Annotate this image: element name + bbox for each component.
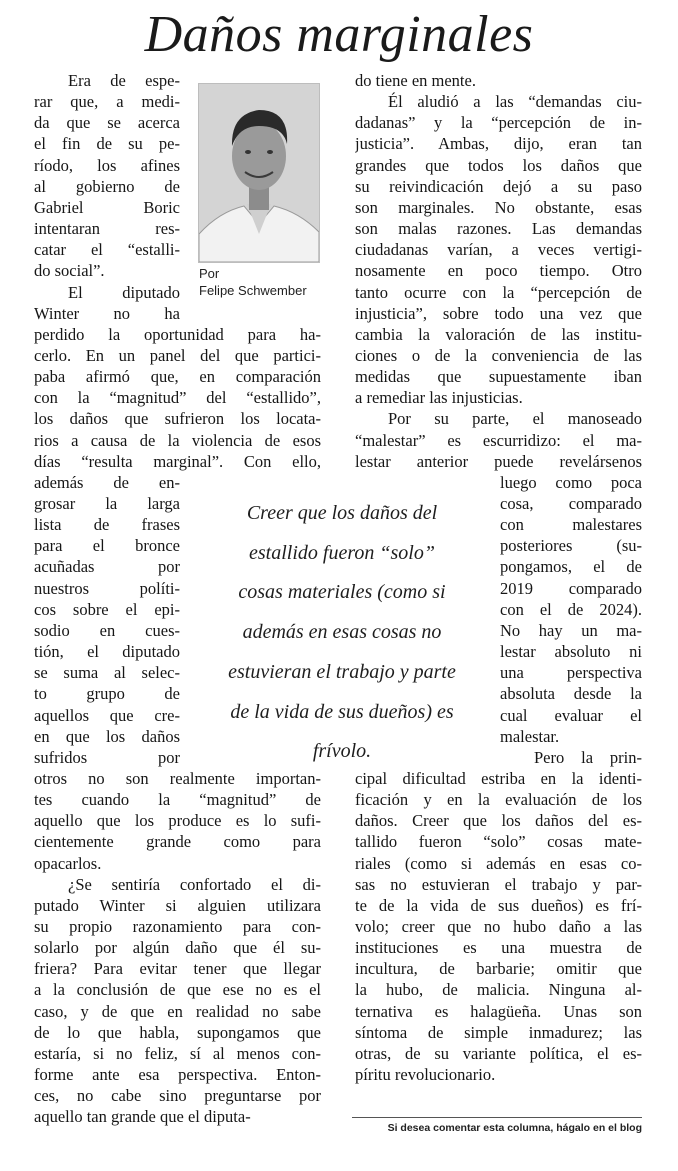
text-line: El diputado [68, 282, 180, 302]
text-line: cual evaluar el [500, 705, 642, 725]
text-line: para el bronce [34, 536, 180, 556]
text-line: cerlo. En un panel del que partici- [34, 345, 321, 365]
text-line: aquello que los produce es lo sufi- [34, 811, 321, 831]
text-line: al gobierno de [34, 176, 180, 196]
text-line: se suma al selec- [34, 663, 180, 683]
text-line: a la conclusión de que ese no es el [34, 980, 321, 1000]
text-line: Por su parte, el manoseado [388, 409, 642, 429]
footer-divider [352, 1117, 642, 1118]
text-line: ternativa es halagüeña. Unas son [355, 1001, 642, 1021]
text-line: perdido la oportunidad para ha- [34, 324, 321, 344]
text-line: pongamos, el de [500, 557, 642, 577]
text-line: son malas razones. Las demandas [355, 219, 642, 239]
text-line: solarlo por algún daño que él su- [34, 938, 321, 958]
text-line: “malestar” es escurridizo: el ma- [355, 430, 642, 450]
text-line: además de en- [34, 472, 180, 492]
text-line: cos sobre el epi- [34, 599, 180, 619]
text-line: cientemente grande como para [34, 832, 321, 852]
text-line: ces, no cabe sino preguntarse por [34, 1086, 321, 1106]
text-line: estaría, si no feliz, sí al menos con- [34, 1043, 321, 1063]
text-line: ciudadanas varían, a veces vertigi- [355, 240, 642, 260]
text-line: No hay un ma- [500, 620, 642, 640]
byline-author: Felipe Schwember [199, 283, 307, 298]
text-line: paba afirmó que, en comparación [34, 367, 321, 387]
text-line: nosamente en poco tiempo. Otro [355, 261, 642, 281]
text-line: otras, de su variante política, el es- [355, 1043, 642, 1063]
text-line: Él aludió a las “demandas ciu- [388, 92, 642, 112]
text-line: putado Winter si alguien utilizara [34, 895, 321, 915]
text-line: ríodo, los afines [34, 155, 180, 175]
text-line: opacarlos. [34, 853, 102, 873]
text-line: rios a causa de la violencia de esos [34, 430, 321, 450]
text-line: instituciones es una muestra de [355, 938, 642, 958]
text-line: catar el “estalli- [34, 240, 180, 260]
text-line: 2019 comparado [500, 578, 642, 598]
text-line: otros no son realmente importan- [34, 768, 321, 788]
text-line: caso, y de que en realidad no sabe [34, 1001, 321, 1021]
text-line: medidas que supuestamente iban [355, 367, 642, 387]
text-line: tión, el diputado [34, 642, 180, 662]
text-line: cambia la valoración de las institu- [355, 324, 642, 344]
text-line: lestar absoluto ni [500, 642, 642, 662]
text-line: en que los daños [34, 726, 180, 746]
text-line: con la “magnitud” del “estallido”, [34, 388, 321, 408]
text-line: luego como poca [500, 472, 642, 492]
text-line: posteriores (su- [500, 536, 642, 556]
text-line: Gabriel Boric [34, 197, 180, 217]
text-line: con malestares [500, 515, 642, 535]
text-line: cosa, comparado [500, 494, 642, 513]
text-line: lista de frases [34, 515, 180, 535]
text-line: volo; creer que no hubo daño a las [355, 917, 642, 936]
text-line: to grupo de [34, 684, 180, 704]
text-line: lestar anterior puede revelársenos [355, 451, 642, 471]
text-line: riales (como si además en esas co- [355, 853, 642, 873]
text-line: tes cuando la “magnitud” de [34, 790, 321, 810]
text-line: friera? Para evitar tener que llegar [34, 959, 321, 979]
text-line: ciones o de la conveniencia de las [355, 345, 642, 365]
text-line: los daños que sufrieron los locata- [34, 409, 321, 429]
text-line: grosar la larga [34, 494, 180, 513]
text-line: do tiene en mente. [355, 71, 476, 90]
text-line: dadanas” y la “percepción de in- [355, 113, 642, 133]
text-line: malestar. [500, 726, 560, 746]
text-line: su reivindicación dejó a su paso [355, 176, 642, 196]
text-line: tanto ocurre con la “percepción de [355, 282, 642, 302]
text-line: tallido fueron “solo” cosas mate- [355, 832, 642, 852]
text-line: do social”. [34, 261, 105, 281]
text-line: son marginales. No obstante, esas [355, 197, 642, 217]
text-line: ficación y en la evaluación de los [355, 790, 642, 810]
byline [199, 265, 307, 299]
text-line: te de la vida de sus dueños) es frí- [355, 895, 642, 915]
text-line: acuñadas por [34, 557, 180, 577]
text-line: con el de 2024). [500, 599, 642, 619]
text-line: incultura, de barbarie; omitir que [355, 959, 642, 979]
text-line: absoluta desde la [500, 684, 642, 704]
text-line: la hubo, de malicia. Ninguna al- [355, 980, 642, 1000]
text-line: sodio en cues- [34, 620, 180, 640]
text-line: Era de espe- [68, 71, 180, 90]
text-line: justicia”. Ambas, dijo, eran tan [355, 134, 642, 154]
text-line: aquellos que cre- [34, 705, 180, 725]
text-line: su propio razonamiento para con- [34, 917, 321, 936]
author-portrait-icon [199, 84, 319, 262]
headline: Daños marginales [144, 6, 534, 63]
author-photo [198, 83, 320, 263]
text-line: intentaran res- [34, 219, 180, 239]
text-line: sas no estuvieran el trabajo y par- [355, 874, 642, 894]
text-line: Winter no ha [34, 303, 180, 323]
text-line: da que se acerca [34, 113, 180, 133]
byline-prefix: Por [199, 266, 220, 281]
text-line: píritu revolucionario. [355, 1065, 496, 1085]
pull-quote: Creer que los daños del estallido fueron “solo” cosas materiales (como si además en esas cosas no estuvieran el trabajo y parte de la vida de sus dueños) es frívolo. [228, 502, 456, 763]
text-line: síntoma de simple inmadurez; las [355, 1022, 642, 1042]
footer-note: Si desea comentar esta columna, hágalo en el blog [387, 1122, 642, 1134]
text-line: de lo que habla, supongamos que [34, 1022, 321, 1042]
text-line: rar que, a medi- [34, 92, 180, 112]
text-line: una perspectiva [500, 663, 642, 683]
text-line: a remediar las injusticias. [355, 388, 523, 408]
text-line: aquello tan grande que el diputa- [34, 1107, 251, 1127]
text-line: nuestros políti- [34, 578, 180, 598]
text-line: ¿Se sentiría confortado el di- [68, 874, 321, 894]
text-line: días “resulta marginal”. Con ello, [34, 451, 321, 471]
text-line: sufridos por [34, 747, 180, 767]
text-line: forme ante esa perspectiva. Enton- [34, 1065, 321, 1085]
text-line: grandes que todos los daños que [355, 155, 642, 175]
text-line: injusticia”, sobre todo una vez que [355, 303, 642, 323]
text-line: cipal dificultad estriba en la identi- [355, 768, 642, 788]
text-line: Pero la prin- [534, 747, 642, 767]
text-line: daños. Creer que los daños del es- [355, 811, 642, 831]
text-line: el fin de su pe- [34, 134, 180, 154]
